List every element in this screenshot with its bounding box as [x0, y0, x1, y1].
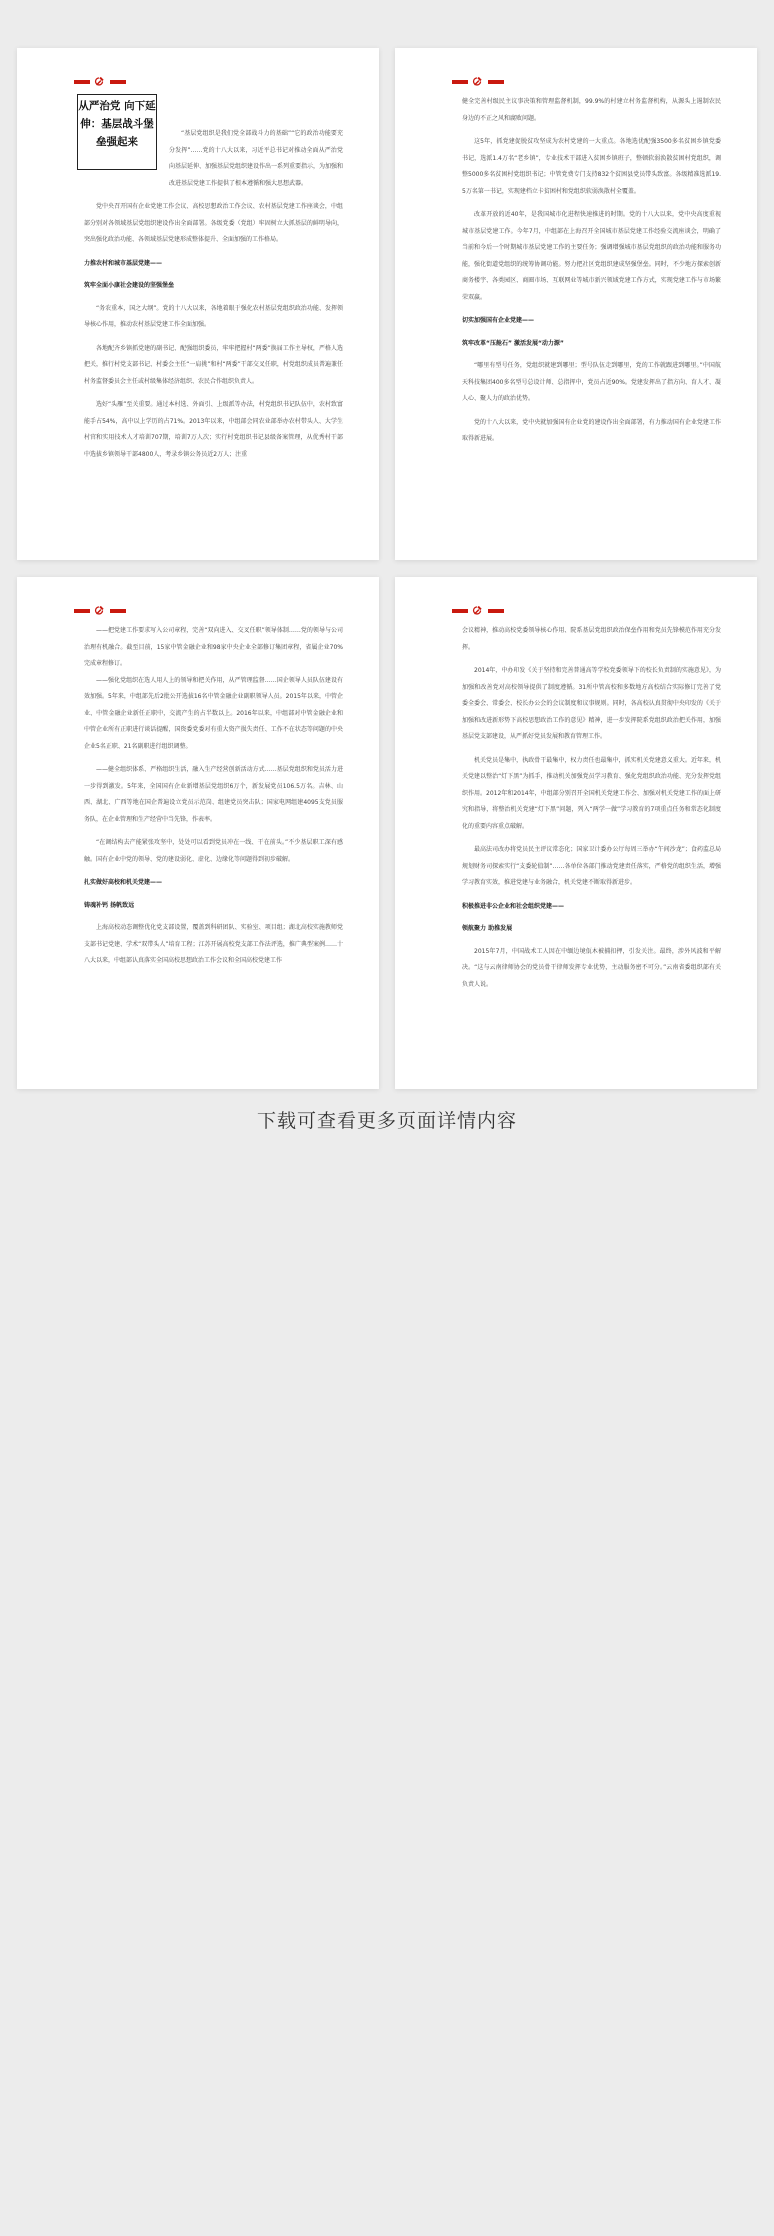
body-paragraph: 上海高校动态调整优化党支部设置，覆盖到科研团队、实验室、项目组；湖北高校实施教师党支部书记党建、学术“双带头人”培育工程；江苏开展高校党支部工作法评选，推广典型案例……十八大以来，中组部认真落实全国高校思想政治工作会议和全国高校党建工作 [84, 924, 343, 964]
section-heading: 筑牢改革“压舱石” 激活发展“动力源” [462, 339, 564, 347]
body-paragraph: “基层党组织是我们党全部战斗力的基础”“它的政治功能要充分发挥”……党的十八大以来，习近平总书记对推动全面从严治党向基层延伸、加强基层党组织建设作出一系列重要指示，为加强和改进基层党建工作提供了根本遵循和强大思想武器。 [169, 130, 344, 187]
page-body [84, 623, 343, 977]
page-body [462, 94, 721, 455]
body-paragraph: “哪里有型号任务，党组织就建到哪里；型号队伍走到哪里，党的工作就跟进到哪里。”中国航天科技集团400多名型号总设计师、总指挥中，党员占近90%。党建发挥出了指方向、育人才、凝人心、聚人力的政治优势。 [462, 362, 721, 402]
body-paragraph: 各地配齐乡镇抓党建的副书记、配强组织委员，牢牢把握村“两委”换届工作主导权，严格人选把关，推行村党支部书记、村委会主任“一肩挑”和村“两委”干部交叉任职，村党组织成员普遍兼任村务监督委员会主任或村级集体经济组织、农民合作组织负责人。 [84, 344, 343, 385]
body-paragraph: 选好“头雁”至关重要。通过本村选、外面引、上级派等办法，村党组织书记队伍中，农村致富能手占54%，高中以上学历的占71%。2013年以来，中组部会同农业部举办农村带头人、大学生村官和实用技术人才培训707期，培训7万人次；实行村党组织书记县级备案管理，从优秀村干部中选拔乡镇领导干部4800人，考录乡镇公务员近2万人；注重 [84, 401, 343, 458]
section-heading: 切实加强国有企业党建—— [462, 317, 535, 324]
section-heading: 领航聚力 助推发展 [462, 925, 513, 932]
party-emblem [74, 76, 126, 88]
body-paragraph: 这5年，抓党建促脱贫攻坚成为农村党建的一大重点。各地选优配强3500多名贫困乡镇党委书记，选派1.4万名“老乡镇”，专业技术干部进入贫困乡镇班子，整顿软弱涣散贫困村党组织，调整5000多名贫困村党组织书记；中管党费专门支持832个贫困县党员带头致富。各级精准选派19.5万名第一书记，实现建档立卡贫困村和党组织软弱涣散村全覆盖。 [462, 138, 721, 195]
hammer-and-sickle-icon [93, 605, 107, 617]
document-page-2 [395, 48, 757, 560]
body-paragraph: ——强化党组织在选人用人上的领导和把关作用，从严管理监督……国企领导人员队伍建设有效加强。5年来，中组部先后2批公开选拔16名中管金融企业副职领导人员。2015年以来，中管企业、中管金融企业新任正职中，交流产生的占半数以上。2016年以来，中组部对中管金融企业和中管企业所有正职进行谈话提醒，国资委党委对有重大资产损失责任、工作不在状态等问题的中央企业5名正职、21名副职进行组织调整。 [84, 676, 343, 750]
section-heading: 积极推进非公企业和社会组织党建—— [462, 902, 565, 910]
party-emblem [74, 605, 126, 617]
body-paragraph: 会议精神，推动高校党委领导核心作用、院系基层党组织政治保垒作用和党员先锋模范作用充分发挥。 [462, 627, 721, 651]
body-paragraph: “在调结构去产能紧张攻坚中，处处可以看到党员冲在一线、干在前头。”不少基层职工深有感触。国有企业中党的领导、党的建设弱化、虚化、边缘化等问题得到初步破解。 [84, 839, 343, 863]
document-page-3 [17, 577, 379, 1089]
body-paragraph: 机关党员是集中，执政骨干最集中，权力责任也最集中，抓实机关党建意义重大。近年来，机关党建以整治“灯下黑”为抓手，推动机关加强党员学习教育、强化党组织政治功能、充分发挥党组织作用。2012年和2014年，中组部分别召开全国机关党建工作会、加强对机关党建工作的面上研究和指导，将整治机关党建“灯下黑”问题，列入“两学一做”学习教育的7项重点任务和常态化制度化的重要内容重点破解。 [462, 756, 721, 830]
emblem-bar-left [74, 609, 90, 613]
document-page-1 [17, 48, 379, 560]
page4-paragraphs [462, 623, 721, 993]
page-body [462, 623, 721, 1000]
party-emblem [452, 605, 504, 617]
body-paragraph: 2015年7月，中国战术工人因在中缅边境佤木被捕扣押，引发关注。最终，涉外风波和平解决。“这与云南律师协会的党员骨干律师发挥专业优势，主动服务密不可分。”云南省委组织部有关负责人说。 [462, 947, 721, 988]
hammer-and-sickle-icon [93, 76, 107, 88]
body-paragraph: 改革开放的近40年，是我国城市化进程快速推进的时期。党的十八大以来，党中央高度重视城市基层党建工作。今年7月，中组部在上海召开全国城市基层党建工作经验交流座谈会，明确了当前和今后一个时期城市基层党建工作的主要任务；强调增强城市基层党组织的政治功能和服务功能，强化街道党组织的统筹协调功能。努力把社区党组织建成坚强堡垒。同时，不少地方探索创新商务楼宇、各类园区、商圈市场、互联网业等城市新兴领域党建工作方式，实现党建工作与市场繁荣双赢。 [462, 211, 721, 301]
section-heading: 力推农村和城市基层党建—— [84, 259, 163, 267]
emblem-bar-right [110, 609, 126, 613]
emblem-bar-left [452, 609, 468, 613]
page3-paragraphs [84, 623, 343, 970]
section-heading: 扎实做好高校和机关党建—— [84, 879, 163, 886]
hammer-and-sickle-icon [471, 76, 485, 88]
section-heading: 筑牢全面小康社会建设的坚强堡垒 [84, 282, 175, 289]
hammer-and-sickle-icon [471, 605, 485, 617]
body-paragraph: 党的十八大以来，党中央就加强国有企业党的建设作出全面部署，有力推动国有企业党建工作取得新进展。 [462, 418, 721, 442]
body-paragraph: 2014年，中办印发《关于坚持和完善普通高等学校党委领导下的校长负责制的实施意见》，为加强和改善党对高校领导提供了制度遵循。31所中管高校和多数地方高校结合实际修订完善了党委全委会、常委会、校长办公会的会议制度和议事规则。同时，各高校认真贯彻中央印发的《关于加强和改进新形势下高校思想政治工作的意见》精神，进一步发挥院系党组织政治把关作用，加强基层党支部建设，从严抓好党员发展和教育管理工作。 [462, 667, 721, 740]
emblem-bar-right [488, 609, 504, 613]
article-title: 从严治党 向下延伸：基层战斗堡垒强起来 [77, 94, 157, 170]
body-paragraph: “务农重本，国之大纲”。党的十八大以来，各地着眼于强化农村基层党组织政治功能、发挥领导核心作用，推动农村基层党建工作全面加强。 [84, 304, 343, 328]
section-heading: 铸魂补钙 扬帆致远 [84, 901, 135, 909]
page1-paragraphs [84, 126, 343, 463]
page2-paragraphs [462, 94, 721, 448]
emblem-bar-left [452, 80, 468, 84]
body-paragraph: 党中央召开国有企业党建工作会议、高校思想政治工作会议、农村基层党建工作座谈会，中组部分别对各领域基层党组织建设作出全面部署。各级党委（党组）牢固树立大抓基层的鲜明导向，突出强化政治功能、各领域基层党建形成整体提升、全面加强的工作格局。 [84, 203, 343, 243]
party-emblem [452, 76, 504, 88]
body-paragraph: ——健全组织体系、严格组织生活，融入生产经营创新活动方式……基层党组织和党员活力进一步得到激发。5年来，全国国有企业新增基层党组织6万个，新发展党员106.5万名。吉林、山西、湖北、广西等地在国企普遍设立党员示范岗、组建党员突击队；国家电网组建4095支党员服务队，在企业管理和生产经营中当先锋，作表率。 [84, 766, 343, 823]
emblem-bar-left [74, 80, 90, 84]
document-page-4 [395, 577, 757, 1089]
body-paragraph: ——把党建工作要求写入公司章程，完善“双向进入、交叉任职”领导体制……党的领导与公司治理有机融合。截至目前，15家中管金融企业和98家中央企业全部修订集团章程，省属企业70%完成章程修订。 [84, 627, 343, 667]
emblem-bar-right [488, 80, 504, 84]
body-paragraph: 健全完善村级民主议事决策和管理监督机制，99.9%的村建立村务监督机构，从源头上遏制农民身边的不正之风和腐败问题。 [462, 98, 721, 122]
download-prompt-text[interactable]: 下载可查看更多页面详情内容 [256, 1110, 517, 1132]
page-body [78, 100, 344, 470]
body-paragraph: 最高法司改办将党员民主评议常态化；国家卫计委办公厅每周三举办“午间沙龙”；食药监总局规划财务司探索实行“支委轮值制”……各单位各部门推动党建责任落实，严格党的组织生活，增强学习教育实效，推进党建与业务融合，机关党建不断取得新进步。 [462, 846, 721, 886]
emblem-bar-right [110, 80, 126, 84]
